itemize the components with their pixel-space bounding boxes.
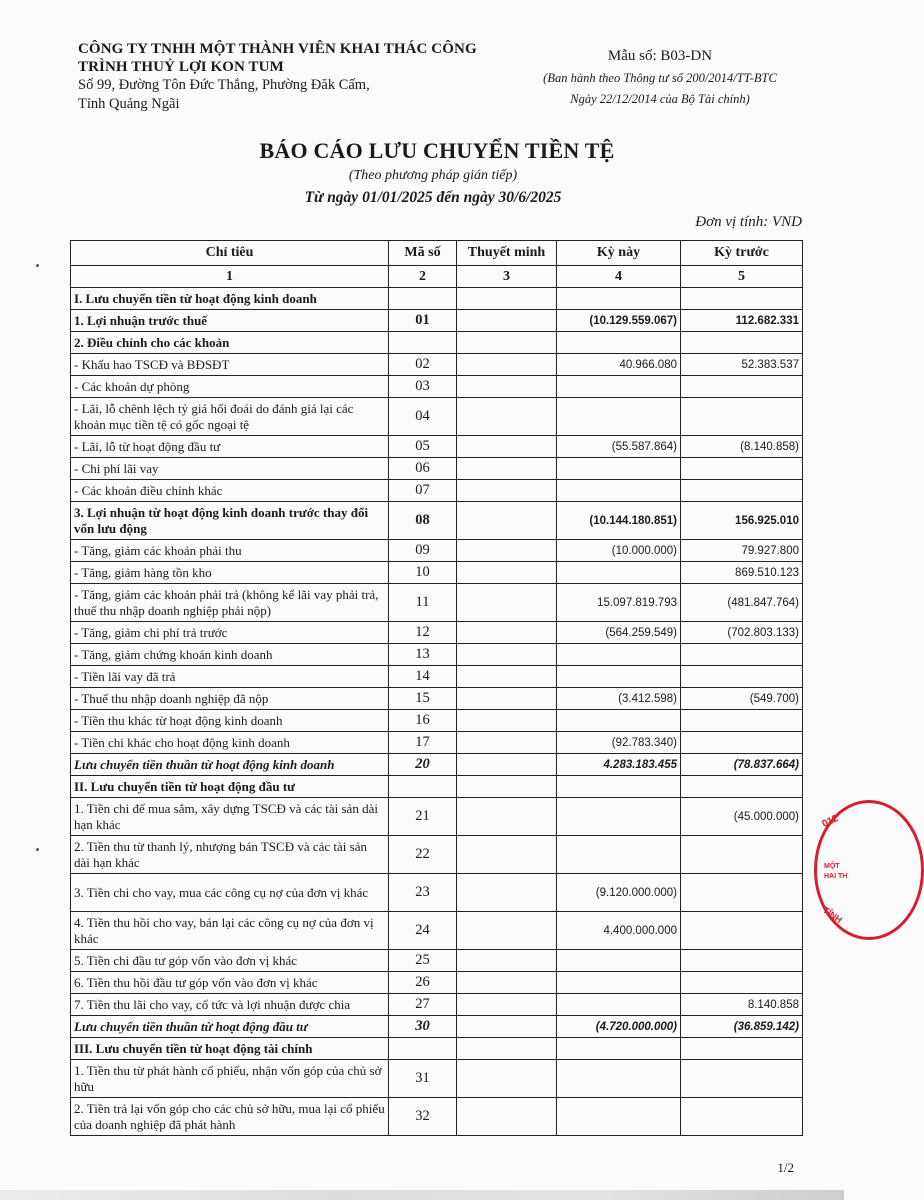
- row-prior-value: [681, 332, 803, 354]
- row-note: [457, 398, 557, 436]
- row-code: 25: [389, 950, 457, 972]
- row-note: [457, 710, 557, 732]
- row-code: 02: [389, 354, 457, 376]
- row-note: [457, 874, 557, 912]
- row-code: 32: [389, 1098, 457, 1136]
- page-number: 1/2: [777, 1160, 794, 1175]
- row-note: [457, 1098, 557, 1136]
- row-prior-value: [681, 288, 803, 310]
- stamp-text-middle: [824, 862, 847, 882]
- row-note: [457, 310, 557, 332]
- row-prior-value: 869.510.123: [681, 562, 803, 584]
- row-code: 31: [389, 1060, 457, 1098]
- table-row: [71, 1016, 803, 1038]
- row-code: 20: [389, 754, 457, 776]
- row-note: [457, 622, 557, 644]
- row-note: [457, 502, 557, 540]
- row-prior-value: [681, 398, 803, 436]
- row-label: Lưu chuyển tiền thuần từ hoạt động đầu tư: [71, 1016, 389, 1038]
- row-prior-value: [681, 1038, 803, 1060]
- row-code: 26: [389, 972, 457, 994]
- row-code: 08: [389, 502, 457, 540]
- stamp-text-mid1: MỘT: [824, 863, 840, 870]
- row-label: - Các khoản dự phòng: [71, 376, 389, 398]
- table-row: [71, 666, 803, 688]
- table-row: [71, 480, 803, 502]
- row-prior-value: [681, 776, 803, 798]
- table-row: [71, 950, 803, 972]
- row-label: II. Lưu chuyển tiền từ hoạt động đầu tư: [71, 776, 389, 798]
- row-code: 13: [389, 644, 457, 666]
- row-label: 6. Tiền thu hồi đầu tư góp vốn vào đơn vị khác: [71, 972, 389, 994]
- row-prior-value: [681, 376, 803, 398]
- row-prior-value: [681, 666, 803, 688]
- row-label: 1. Lợi nhuận trước thuế: [71, 310, 389, 332]
- row-code: 30: [389, 1016, 457, 1038]
- row-note: [457, 1060, 557, 1098]
- company-address-line1: Số 99, Đường Tôn Đức Thắng, Phường Đăk Cấm,: [78, 77, 370, 93]
- cash-flow-table: [70, 240, 803, 1136]
- row-current-value: [557, 972, 681, 994]
- row-code: [389, 776, 457, 798]
- row-code: 12: [389, 622, 457, 644]
- row-prior-value: (36.859.142): [681, 1016, 803, 1038]
- table-row: [71, 562, 803, 584]
- row-current-value: [557, 1038, 681, 1060]
- row-note: [457, 836, 557, 874]
- stamp-text-top: 012: [820, 812, 841, 831]
- row-code: 15: [389, 688, 457, 710]
- form-reference-line2: Ngày 22/12/2014 của Bộ Tài chính): [570, 92, 750, 106]
- currency-unit: Đơn vị tính: VND: [695, 214, 802, 230]
- row-current-value: [557, 776, 681, 798]
- row-note: [457, 354, 557, 376]
- row-label: - Tiền thu khác từ hoạt động kinh doanh: [71, 710, 389, 732]
- table-row: [71, 836, 803, 874]
- row-code: [389, 288, 457, 310]
- header-current-period: Kỳ này: [557, 241, 681, 266]
- report-period: Từ ngày 01/01/2025 đến ngày 30/6/2025: [304, 189, 562, 206]
- table-row: [71, 288, 803, 310]
- row-prior-value: [681, 710, 803, 732]
- table-header-row: [71, 241, 803, 266]
- header-prior-period: Kỳ trước: [681, 241, 803, 266]
- row-label: 2. Tiền trả lại vốn góp cho các chủ sở hữu, mua lại cổ phiếu của doanh nghiệp đã phát hành: [71, 1098, 389, 1136]
- row-label: - Khấu hao TSCĐ và BĐSĐT: [71, 354, 389, 376]
- row-prior-value: (8.140.858): [681, 436, 803, 458]
- row-current-value: 4.400.000.000: [557, 912, 681, 950]
- row-note: [457, 994, 557, 1016]
- row-code: 16: [389, 710, 457, 732]
- column-number: 3: [457, 266, 557, 288]
- table-row: [71, 398, 803, 436]
- row-code: [389, 1038, 457, 1060]
- table-row: [71, 798, 803, 836]
- company-header: [78, 40, 518, 114]
- row-label: - Chi phí lãi vay: [71, 458, 389, 480]
- row-prior-value: (78.837.664): [681, 754, 803, 776]
- row-code: 14: [389, 666, 457, 688]
- row-label: 1. Tiền chi để mua sắm, xây dựng TSCĐ và các tài sản dài hạn khác: [71, 798, 389, 836]
- row-label: 5. Tiền chi đầu tư góp vốn vào đơn vị khác: [71, 950, 389, 972]
- column-number: 5: [681, 266, 803, 288]
- table-row: [71, 354, 803, 376]
- row-current-value: [557, 994, 681, 1016]
- table-row: [71, 688, 803, 710]
- row-current-value: [557, 710, 681, 732]
- row-prior-value: [681, 458, 803, 480]
- row-prior-value: 79.927.800: [681, 540, 803, 562]
- row-current-value: 15.097.819.793: [557, 584, 681, 622]
- row-prior-value: 112.682.331: [681, 310, 803, 332]
- row-label: - Các khoản điều chỉnh khác: [71, 480, 389, 502]
- row-label: - Tăng, giảm các khoản phải trả (không kể lãi vay phải trả, thuế thu nhập doanh nghiệp phải nộp): [71, 584, 389, 622]
- header-code: Mã số: [389, 241, 457, 266]
- row-code: 04: [389, 398, 457, 436]
- header-indicator: Chỉ tiêu: [71, 241, 389, 266]
- form-reference-line1: (Ban hành theo Thông tư số 200/2014/TT-BTC: [543, 71, 777, 85]
- row-code: 01: [389, 310, 457, 332]
- row-note: [457, 1016, 557, 1038]
- table-row: [71, 1060, 803, 1098]
- row-note: [457, 776, 557, 798]
- column-number: 2: [389, 266, 457, 288]
- row-prior-value: [681, 972, 803, 994]
- row-note: [457, 1038, 557, 1060]
- row-code: 23: [389, 874, 457, 912]
- row-current-value: (55.587.864): [557, 436, 681, 458]
- table-row: [71, 644, 803, 666]
- table-row: [71, 458, 803, 480]
- row-prior-value: [681, 950, 803, 972]
- row-label: 1. Tiền thu từ phát hành cổ phiếu, nhận vốn góp của chủ sở hữu: [71, 1060, 389, 1098]
- row-code: 27: [389, 994, 457, 1016]
- row-prior-value: 52.383.537: [681, 354, 803, 376]
- row-note: [457, 332, 557, 354]
- row-current-value: [557, 950, 681, 972]
- form-info: [510, 46, 810, 108]
- row-current-value: [557, 288, 681, 310]
- table-column-number-row: [71, 266, 803, 288]
- row-note: [457, 562, 557, 584]
- scan-speck: [36, 848, 39, 851]
- row-label: 3. Tiền chi cho vay, mua các công cụ nợ của đơn vị khác: [71, 874, 389, 912]
- report-title: BÁO CÁO LƯU CHUYỂN TIỀN TỆ: [259, 138, 615, 163]
- row-code: 17: [389, 732, 457, 754]
- row-prior-value: [681, 644, 803, 666]
- table-row: [71, 622, 803, 644]
- row-prior-value: [681, 732, 803, 754]
- row-note: [457, 540, 557, 562]
- table-row: [71, 994, 803, 1016]
- row-prior-value: (481.847.764): [681, 584, 803, 622]
- row-note: [457, 950, 557, 972]
- scan-edge-shadow: [0, 1190, 844, 1200]
- row-code: 11: [389, 584, 457, 622]
- row-current-value: [557, 480, 681, 502]
- column-number: 4: [557, 266, 681, 288]
- form-code: Mẫu số: B03-DN: [607, 48, 713, 64]
- row-note: [457, 458, 557, 480]
- table-row: [71, 376, 803, 398]
- table-row: [71, 874, 803, 912]
- row-current-value: [557, 1060, 681, 1098]
- row-code: 06: [389, 458, 457, 480]
- row-current-value: [557, 1098, 681, 1136]
- row-code: 07: [389, 480, 457, 502]
- row-code: 05: [389, 436, 457, 458]
- row-label: - Tiền chi khác cho hoạt động kinh doanh: [71, 732, 389, 754]
- row-current-value: (92.783.340): [557, 732, 681, 754]
- row-note: [457, 972, 557, 994]
- row-current-value: (10.129.559.067): [557, 310, 681, 332]
- row-note: [457, 666, 557, 688]
- table-body: [71, 288, 803, 1136]
- row-current-value: [557, 398, 681, 436]
- row-note: [457, 754, 557, 776]
- row-note: [457, 376, 557, 398]
- row-current-value: 4.283.183.455: [557, 754, 681, 776]
- row-label: - Tiền lãi vay đã trả: [71, 666, 389, 688]
- row-note: [457, 644, 557, 666]
- table-row: [71, 732, 803, 754]
- row-label: - Lãi, lỗ từ hoạt động đầu tư: [71, 436, 389, 458]
- row-label: 3. Lợi nhuận từ hoạt động kinh doanh trước thay đổi vốn lưu động: [71, 502, 389, 540]
- row-prior-value: (45.000.000): [681, 798, 803, 836]
- row-current-value: (9.120.000.000): [557, 874, 681, 912]
- row-label: - Lãi, lỗ chênh lệch tỷ giá hối đoái do đánh giá lại các khoản mục tiền tệ có gốc ngoại tệ: [71, 398, 389, 436]
- table-row: [71, 1098, 803, 1136]
- row-prior-value: (549.700): [681, 688, 803, 710]
- report-subtitle: (Theo phương pháp gián tiếp): [348, 168, 518, 183]
- row-code: [389, 332, 457, 354]
- stamp-text-mid2: HAI TH: [824, 873, 848, 880]
- row-prior-value: [681, 874, 803, 912]
- row-note: [457, 912, 557, 950]
- row-current-value: [557, 666, 681, 688]
- row-prior-value: [681, 1060, 803, 1098]
- row-current-value: [557, 836, 681, 874]
- company-name-line1: CÔNG TY TNHH MỘT THÀNH VIÊN KHAI THÁC CÔNG: [78, 41, 477, 57]
- row-prior-value: 156.925.010: [681, 502, 803, 540]
- row-note: [457, 288, 557, 310]
- stamp-text-bottom: TỈNH: [821, 904, 844, 926]
- row-current-value: [557, 644, 681, 666]
- row-label: - Tăng, giảm chứng khoán kinh doanh: [71, 644, 389, 666]
- table-row: [71, 332, 803, 354]
- row-current-value: (10.144.180.851): [557, 502, 681, 540]
- row-note: [457, 480, 557, 502]
- row-label: I. Lưu chuyển tiền từ hoạt động kinh doanh: [71, 288, 389, 310]
- row-prior-value: [681, 480, 803, 502]
- company-address-line2: Tỉnh Quảng Ngãi: [78, 96, 180, 112]
- table-row: [71, 584, 803, 622]
- row-note: [457, 798, 557, 836]
- row-prior-value: [681, 1098, 803, 1136]
- row-note: [457, 732, 557, 754]
- row-code: 21: [389, 798, 457, 836]
- row-current-value: [557, 458, 681, 480]
- row-label: 2. Điều chỉnh cho các khoản: [71, 332, 389, 354]
- row-prior-value: 8.140.858: [681, 994, 803, 1016]
- row-current-value: [557, 376, 681, 398]
- row-label: - Tăng, giảm chi phí trả trước: [71, 622, 389, 644]
- company-seal-stamp: [812, 800, 882, 940]
- row-label: - Tăng, giảm hàng tồn kho: [71, 562, 389, 584]
- row-note: [457, 688, 557, 710]
- row-current-value: (564.259.549): [557, 622, 681, 644]
- row-label: - Thuế thu nhập doanh nghiệp đã nộp: [71, 688, 389, 710]
- row-current-value: [557, 332, 681, 354]
- row-label: Lưu chuyển tiền thuần từ hoạt động kinh doanh: [71, 754, 389, 776]
- row-current-value: 40.966.080: [557, 354, 681, 376]
- header-note: Thuyết minh: [457, 241, 557, 266]
- table-row: [71, 912, 803, 950]
- table-row: [71, 754, 803, 776]
- table-row: [71, 972, 803, 994]
- row-code: 22: [389, 836, 457, 874]
- company-name-line2: TRÌNH THUỶ LỢI KON TUM: [78, 59, 284, 75]
- row-current-value: [557, 798, 681, 836]
- row-prior-value: [681, 836, 803, 874]
- row-prior-value: (702.803.133): [681, 622, 803, 644]
- column-number: 1: [71, 266, 389, 288]
- row-note: [457, 436, 557, 458]
- row-label: 4. Tiền thu hồi cho vay, bán lại các công cụ nợ của đơn vị khác: [71, 912, 389, 950]
- row-code: 09: [389, 540, 457, 562]
- scan-speck: [36, 264, 39, 267]
- row-prior-value: [681, 912, 803, 950]
- table-row: [71, 1038, 803, 1060]
- row-code: 24: [389, 912, 457, 950]
- table-row: [71, 776, 803, 798]
- row-current-value: [557, 562, 681, 584]
- table-row: [71, 710, 803, 732]
- table-row: [71, 502, 803, 540]
- row-current-value: (3.412.598): [557, 688, 681, 710]
- row-label: 2. Tiền thu từ thanh lý, nhượng bán TSCĐ và các tài sản dài hạn khác: [71, 836, 389, 874]
- row-current-value: (10.000.000): [557, 540, 681, 562]
- table-row: [71, 540, 803, 562]
- row-label: 7. Tiền thu lãi cho vay, cổ tức và lợi nhuận được chia: [71, 994, 389, 1016]
- table-row: [71, 310, 803, 332]
- row-note: [457, 584, 557, 622]
- table-row: [71, 436, 803, 458]
- row-code: 03: [389, 376, 457, 398]
- row-label: III. Lưu chuyển tiền từ hoạt động tài chính: [71, 1038, 389, 1060]
- row-label: - Tăng, giảm các khoản phải thu: [71, 540, 389, 562]
- row-current-value: (4.720.000.000): [557, 1016, 681, 1038]
- row-code: 10: [389, 562, 457, 584]
